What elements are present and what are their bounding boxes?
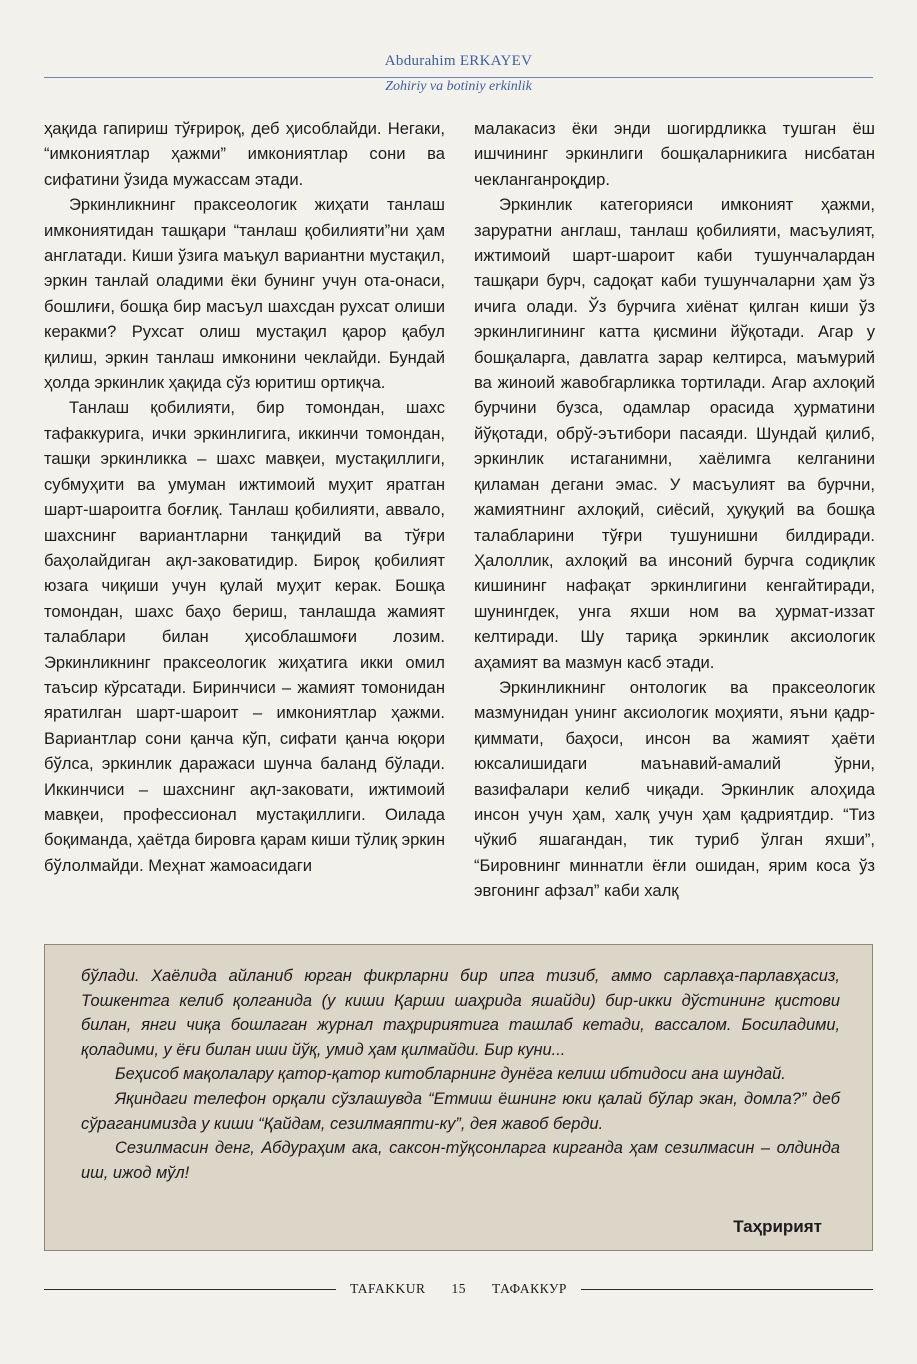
box-paragraph-1: бўлади. Хаёлида айланиб юрган фикрларни бир ипга тизиб, аммо сарлавҳа-парлавҳасиз, Тошкентга келиб қолганида (у киши Қарши шаҳрида яшайди) бир-икки дўстининг қистови билан, янги чиқа бошлаган журнал таҳририятига ташлаб кетади, вассалом. Босиладими, қоладими, у ёғи билан иши йўқ, умид ҳам қилмайди. Бир куни...	[81, 967, 840, 1059]
header-divider	[44, 77, 873, 78]
page-footer	[44, 1279, 873, 1299]
left-paragraph-1: ҳақида гапириш тўғрироқ, деб ҳисоблайди. Негаки, “имкониятлар ҳажми” имкониятлар сони ва сифатини ўзида мужассам этади.	[44, 119, 445, 189]
footer-left-label: TAFAKKUR	[350, 1281, 426, 1296]
footer-rule-right	[581, 1289, 873, 1290]
editorial-box	[44, 944, 873, 1251]
box-paragraph-4: Сезилмасин денг, Абдураҳим ака, саксон-тўқсонларга кирганда ҳам сезилмасин – олдинда иш, ижод мўл!	[81, 1139, 840, 1182]
box-paragraph-2: Беҳисоб мақолалару қатор-қатор китобларнинг дунёга келиш ибтидоси ана шундай.	[115, 1065, 786, 1084]
footer-rule-left	[44, 1289, 336, 1290]
right-paragraph-3: Эркинликнинг онтологик ва праксеологик мазмунидан унинг аксиологик моҳияти, яъни қадр-қиммати, баҳоси, инсон ва жамият ҳаёти юксалишидаги маънавий-амалий ўрни, вазифалари келиб чиқади. Эркинлик алоҳида инсон учун ҳам, халқ учун ҳам қадриятдир. “Тиз чўкиб яшагандан, тик туриб ўлган яхши”, “Бировнинг миннатли ёғли ошидан, ярим коса ўз эвгонинг афзал” каби халқ	[474, 677, 875, 901]
left-column	[44, 116, 445, 878]
box-paragraph-3: Яқиндаги телефон орқали сўзлашувда “Етмиш ёшнинг юки қалай бўлар экан, домла?” деб сўраганимизда у киши “Қайдам, сезилмаяпти-ку”, дея жавоб берди.	[81, 1089, 840, 1133]
running-header	[0, 52, 917, 70]
right-paragraph-1: малакасиз ёки энди шогирдликка тушган ёш ишчининг эркинлиги бошқаларникига нисбатан чекланганроқдир.	[474, 119, 875, 189]
page-number: 15	[451, 1281, 467, 1296]
left-paragraph-2: Эркинликнинг праксеологик жиҳати танлаш имкониятидан ташқари “танлаш қобилияти”ни ҳам англатади. Киши ўзига маъқул вариантни мустақил, эркин танлай оладими ёки бунинг учун ота-онаси, бошлиғи, бошқа бир масъул шахсдан рухсат олиши керакми? Рухсат олиш мустақил қарор қабул қилиш, эркин танлаш имконини чеклайди. Бундай ҳолда эркинлик ҳақида сўз юритиш ортиқча.	[44, 195, 445, 393]
footer-right-label: ТАФАККУР	[492, 1281, 567, 1296]
right-column	[474, 116, 875, 904]
left-paragraph-3: Танлаш қобилияти, бир томондан, шахс тафаккурига, ички эркинлигига, иккинчи томондан, ташқи эркинликка – шахс мавқеи, мустақиллиги, субмуҳити ва умуман ижтимоий муҳит яратган шарт-шароитга боғлиқ. Танлаш қобилияти, аввало, шахснинг вариантларни танқидий ва тўғри баҳолайдиган ақл-заковатидир. Бироқ қобилият юзага чиқиши учун қулай муҳит керак. Бошқа томондан, шахс баҳо бериш, танлашда жамият талаблари билан ҳисоблашмоғи лозим. Эркинликнинг праксеологик жиҳатига икки омил таъсир кўрсатади. Биринчиси – жамият томонидан яратилган шарт-шароит – имкониятлар ҳажми. Вариантлар сони қанча кўп, сифати қанча юқори бўлса, эркинлик даражаси шунча баланд бўлади. Иккинчиси – шахснинг ақл-заковати, ижтимоий мавқеи, профессионал мустақиллиги. Оилада боқиманда, ҳаётда бировга қарам киши тўлиқ эркин бўлолмайди. Меҳнат жамоасидаги	[44, 398, 445, 875]
right-paragraph-2: Эркинлик категорияси имконият ҳажми, заруратни англаш, танлаш қобилияти, масъулият, ижтимоий шарт-шароит каби тушунчалардан ташқари бурч, садоқат каби тушунчаларни ҳам ўз ичига олади. Ўз бурчига хиёнат қилган киши ўз эркинлигининг катта қисмини йўқотади. Агар у бошқаларга, давлатга зарар келтирса, маъмурий ва жиноий жавобгарликка тортилади. Агар ахлоқий бурчини бузса, одамлар орасида ҳурматини йўқотади, обрў-эътибори пасаяди. Шундай қилиб, эркинлик истаганимни, хаёлимга келганини қиламан дегани эмас. У масъулият ва бурчни, жамиятнинг ахлоқий, сиёсий, ҳуқуқий ва бошқа талабларини тўғри тушунишни билдиради. Ҳалоллик, ахлоқий ва инсоний бурчга содиқлик кишининг нафақат эркинлигини кенгайтиради, шунингдек, унга яхши ном ва ҳурмат-иззат келтиради. Шу тариқа эркинлик аксиологик аҳамият ва мазмун касб этади.	[474, 195, 875, 672]
editorial-signature: Таҳририят	[733, 1217, 822, 1236]
header-subtitle: Zohiriy va botiniy erkinlik	[385, 79, 532, 94]
header-author: Abdurahim ERKAYEV	[384, 53, 533, 69]
